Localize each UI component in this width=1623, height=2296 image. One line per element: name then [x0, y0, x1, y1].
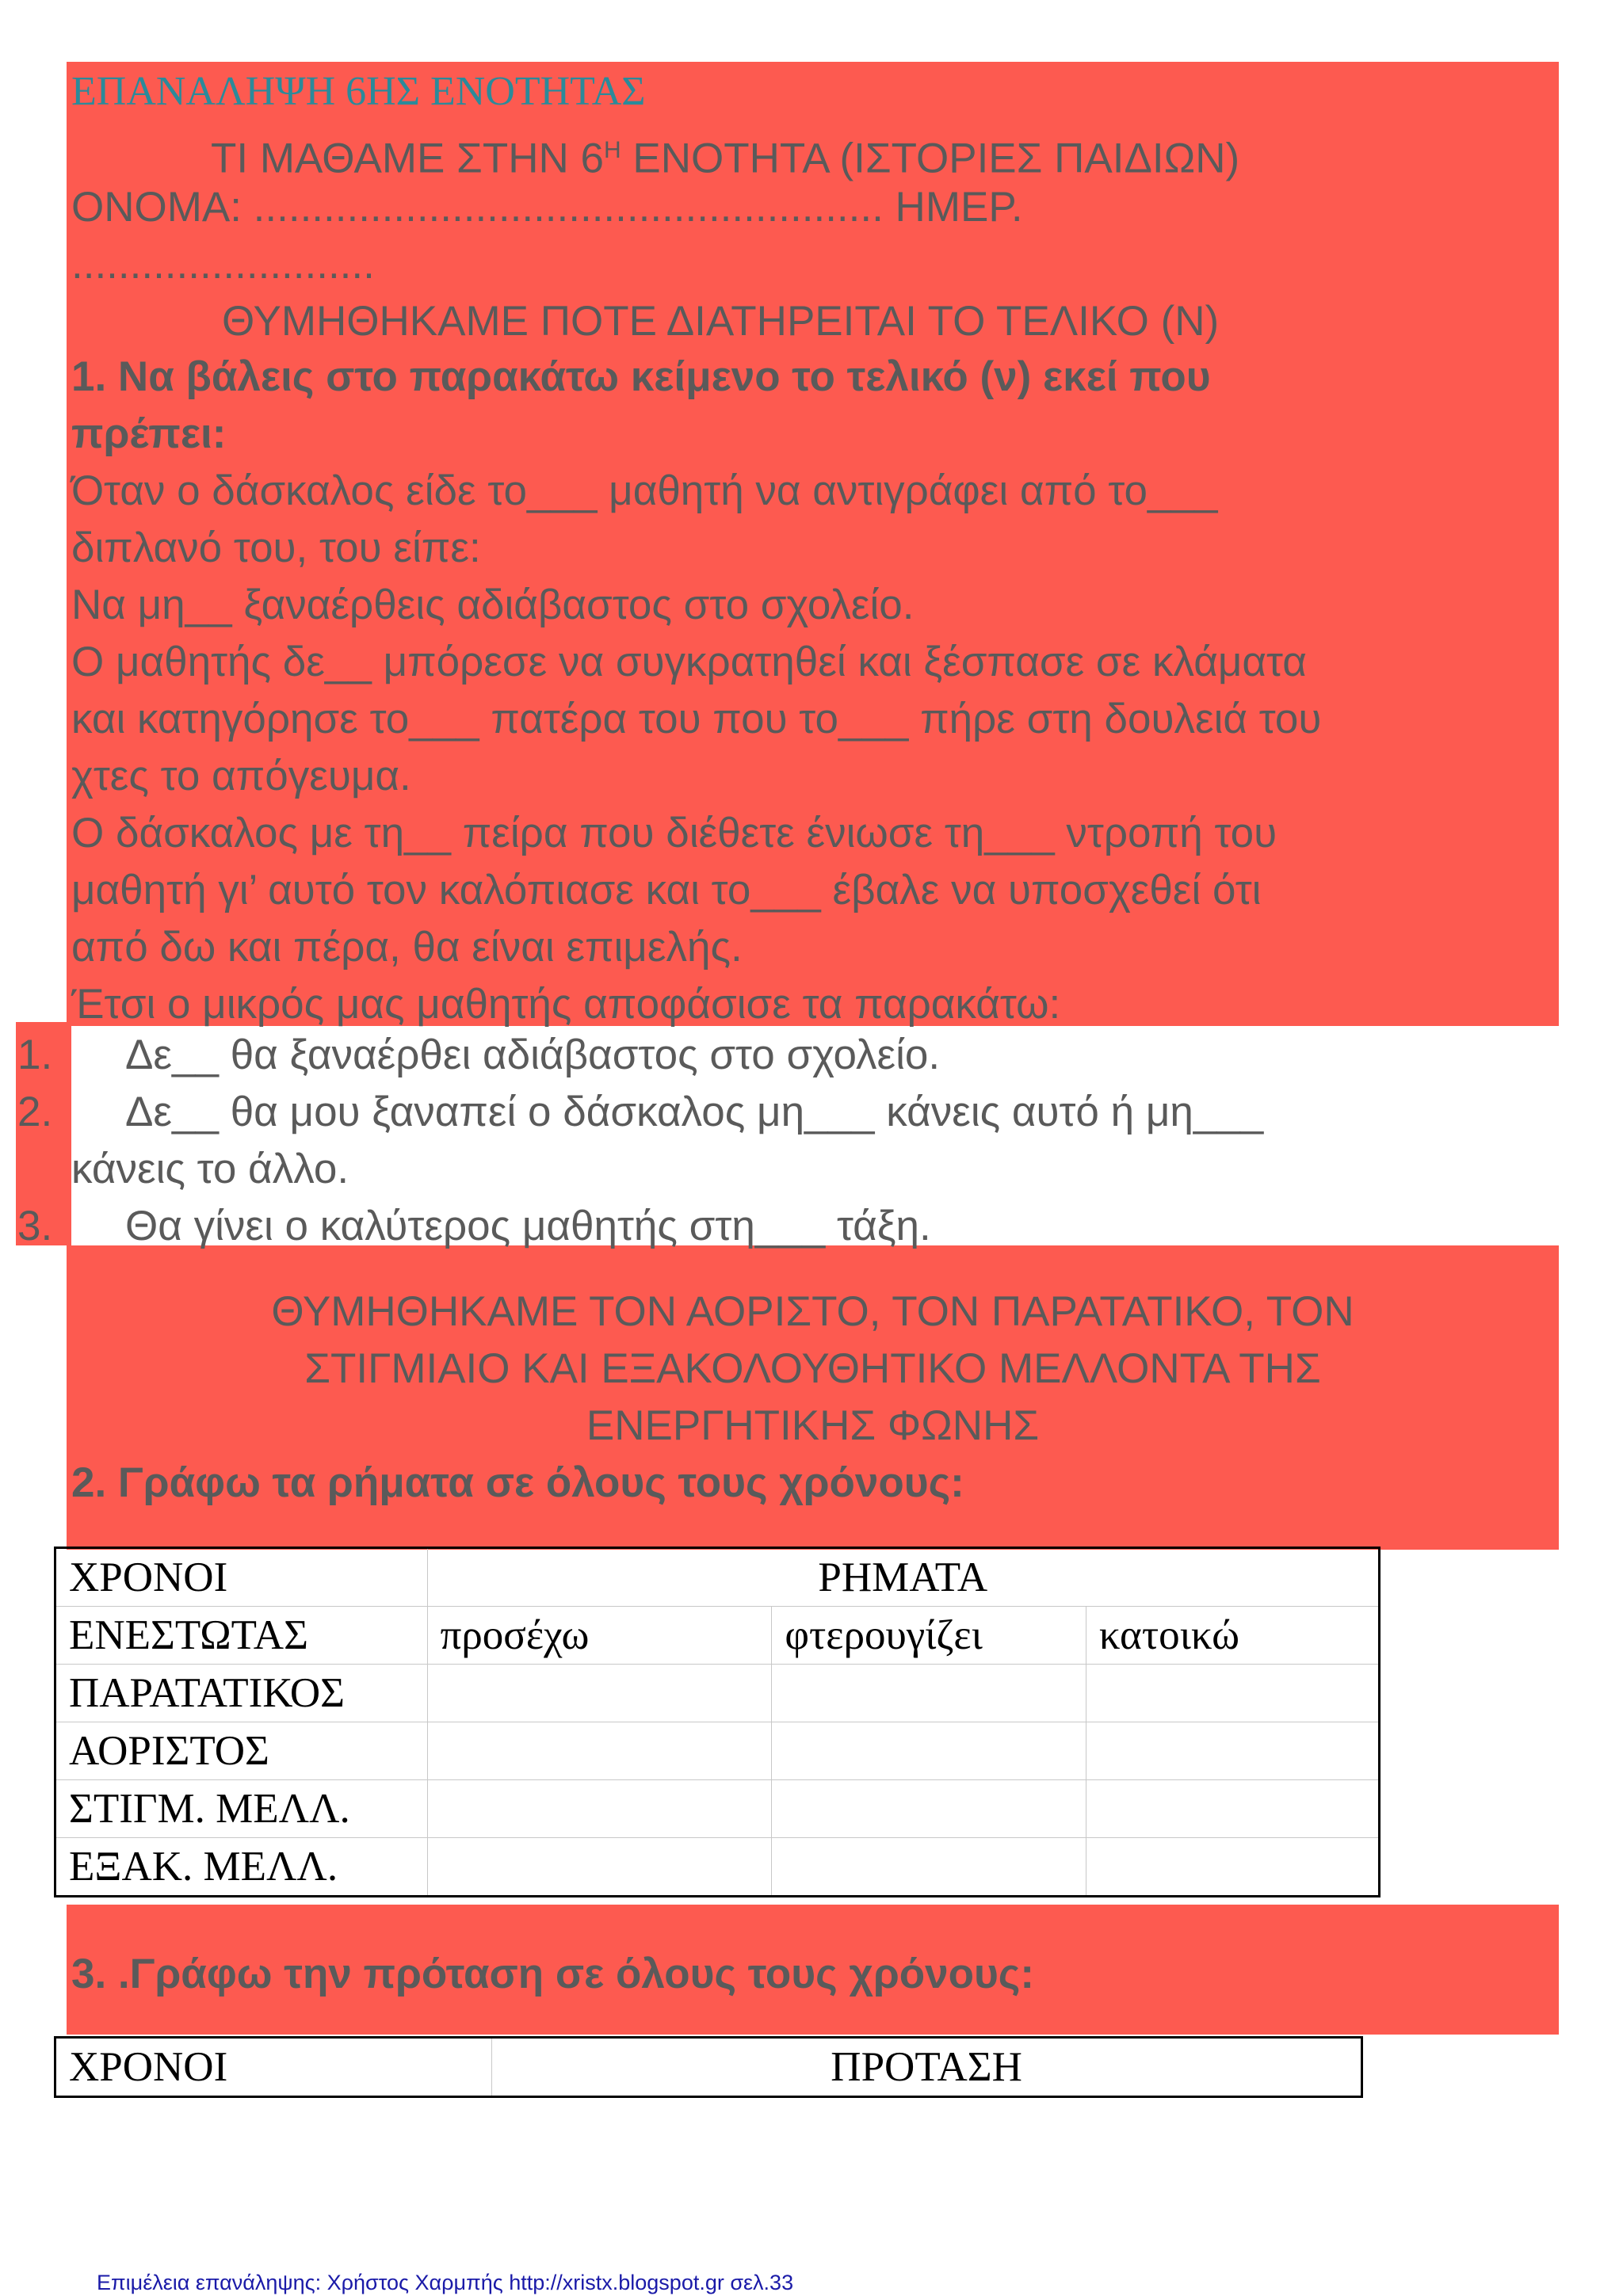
- verb-cell[interactable]: [1086, 1838, 1379, 1897]
- list-item: Θα γίνει ο καλύτερος μαθητής στη___ τάξη.: [125, 1203, 931, 1249]
- verb-cell[interactable]: [1086, 1722, 1379, 1780]
- list-item-continued: κάνεις το άλλο.: [71, 1146, 349, 1192]
- task2: 2. Γράφω τα ρήματα σε όλους τους χρόνους:: [71, 1459, 964, 1506]
- table-row: [55, 1665, 1380, 1722]
- sentence-table: [54, 2036, 1363, 2098]
- list-number: 2.: [17, 1089, 53, 1135]
- table-row: [55, 1838, 1380, 1897]
- verb-cell[interactable]: [772, 1722, 1086, 1780]
- text-line: Ο δάσκαλος με τη__ πείρα που διέθετε ένιωσε τη___ ντροπή του: [71, 810, 1277, 856]
- verb-cell[interactable]: [427, 1722, 772, 1780]
- verb-cell[interactable]: [772, 1780, 1086, 1838]
- table-header-tenses: ΧΡΟΝΟΙ: [55, 2038, 492, 2097]
- text-line: μαθητή γι’ αυτό τον καλόπιασε και το___ έβαλε να υποσχεθεί ότι: [71, 867, 1262, 913]
- revision-title: ΕΠΑΝΑΛΗΨΗ 6ΗΣ ΕΝΟΤΗΤΑΣ: [71, 69, 646, 114]
- text-line: Ο μαθητής δε__ μπόρεσε να συγκρατηθεί και ξέσπασε σε κλάματα: [71, 639, 1307, 685]
- section2-heading-line: ΕΝΕΡΓΗΤΙΚΗΣ ΦΩΝΗΣ: [586, 1402, 1040, 1449]
- unit-subtitle-post: ΕΝΟΤΗΤΑ (ΙΣΤΟΡΙΕΣ ΠΑΙΔΙΩΝ): [621, 135, 1240, 182]
- verbs-table: [54, 1547, 1381, 1897]
- verb-cell[interactable]: φτερουγίζει: [772, 1607, 1086, 1665]
- date-dots: ..........................: [71, 241, 375, 288]
- verb-cell[interactable]: [1086, 1665, 1379, 1722]
- verb-cell[interactable]: [1086, 1780, 1379, 1838]
- list-number: 1.: [17, 1032, 53, 1078]
- text-line: διπλανό του, του είπε:: [71, 524, 481, 571]
- text-line: Όταν ο δάσκαλος είδε το___ μαθητή να αντιγράφει από το___: [71, 467, 1218, 514]
- verb-cell[interactable]: [772, 1665, 1086, 1722]
- verb-cell[interactable]: [427, 1838, 772, 1897]
- unit-subtitle-pre: ΤΙ ΜΑΘΑΜΕ ΣΤΗΝ 6: [211, 135, 604, 182]
- text-line: Έτσι ο μικρός μας μαθητής αποφάσισε τα παρακάτω:: [71, 981, 1061, 1028]
- text-line: από δω και πέρα, θα είναι επιμελής.: [71, 924, 743, 971]
- task3: 3. .Γράφω την πρόταση σε όλους τους χρόνους:: [71, 1951, 1035, 1997]
- list-item: Δε__ θα μου ξαναπεί ο δάσκαλος μη___ κάνεις αυτό ή μη___: [125, 1089, 1264, 1135]
- tense-cell: ΠΑΡΑΤΑΤΙΚΟΣ: [55, 1665, 428, 1722]
- table-row: [55, 1780, 1380, 1838]
- unit-subtitle: [211, 122, 1239, 188]
- tense-cell: ΣΤΙΓΜ. ΜΕΛΛ.: [55, 1780, 428, 1838]
- table-row: [55, 1722, 1380, 1780]
- unit-subtitle-sup: Η: [603, 137, 621, 163]
- list-number: 3.: [17, 1203, 53, 1249]
- tense-cell: ΕΝΕΣΤΩΤΑΣ: [55, 1607, 428, 1665]
- name-date-line: ΟΝΟΜΑ: ...................................................... ΗΜΕΡ.: [71, 184, 1023, 231]
- tense-cell: ΑΟΡΙΣΤΟΣ: [55, 1722, 428, 1780]
- verb-cell[interactable]: κατοικώ: [1086, 1607, 1379, 1665]
- table-header-tenses: ΧΡΟΝΟΙ: [55, 1548, 428, 1607]
- table-row: [55, 1607, 1380, 1665]
- text-line: Να μη__ ξαναέρθεις αδιάβαστος στο σχολείο.: [71, 582, 915, 628]
- table-header-verbs: ΡΗΜΑΤΑ: [427, 1548, 1379, 1607]
- verb-cell[interactable]: [772, 1838, 1086, 1897]
- task1-line2: πρέπει:: [71, 410, 227, 457]
- section1-heading: ΘΥΜΗΘΗΚΑΜΕ ΠΟΤΕ ΔΙΑΤΗΡΕΙΤΑΙ ΤΟ ΤΕΛΙΚΟ (Ν): [222, 298, 1220, 345]
- verb-cell[interactable]: [427, 1780, 772, 1838]
- page-footer: Επιμέλεια επανάληψης: Χρήστος Χαρμπής http://xristx.blogspot.gr σελ.33: [97, 2271, 794, 2294]
- tense-cell: ΕΞΑΚ. ΜΕΛΛ.: [55, 1838, 428, 1897]
- table-header-row: [55, 1548, 1380, 1607]
- list-item: Δε__ θα ξαναέρθει αδιάβαστος στο σχολείο.: [125, 1032, 941, 1078]
- text-line: χτες το απόγευμα.: [71, 753, 411, 799]
- verb-cell[interactable]: προσέχω: [427, 1607, 772, 1665]
- table-header-sentence: ΠΡΟΤΑΣΗ: [492, 2038, 1362, 2097]
- section2-heading-line: ΘΥΜΗΘΗΚΑΜΕ ΤΟΝ ΑΟΡΙΣΤΟ, ΤΟΝ ΠΑΡΑΤΑΤΙΚΟ, ΤΟΝ: [271, 1288, 1354, 1335]
- text-line: και κατηγόρησε το___ πατέρα του που το___ πήρε στη δουλειά του: [71, 696, 1322, 742]
- verb-cell[interactable]: [427, 1665, 772, 1722]
- table-header-row: [55, 2038, 1362, 2097]
- section2-heading-line: ΣΤΙΓΜΙΑΙΟ ΚΑΙ ΕΞΑΚΟΛΟΥΘΗΤΙΚΟ ΜΕΛΛΟΝΤΑ ΤΗΣ: [304, 1345, 1321, 1392]
- task1-line1: 1. Να βάλεις στο παρακάτω κείμενο το τελικό (ν) εκεί που: [71, 353, 1211, 400]
